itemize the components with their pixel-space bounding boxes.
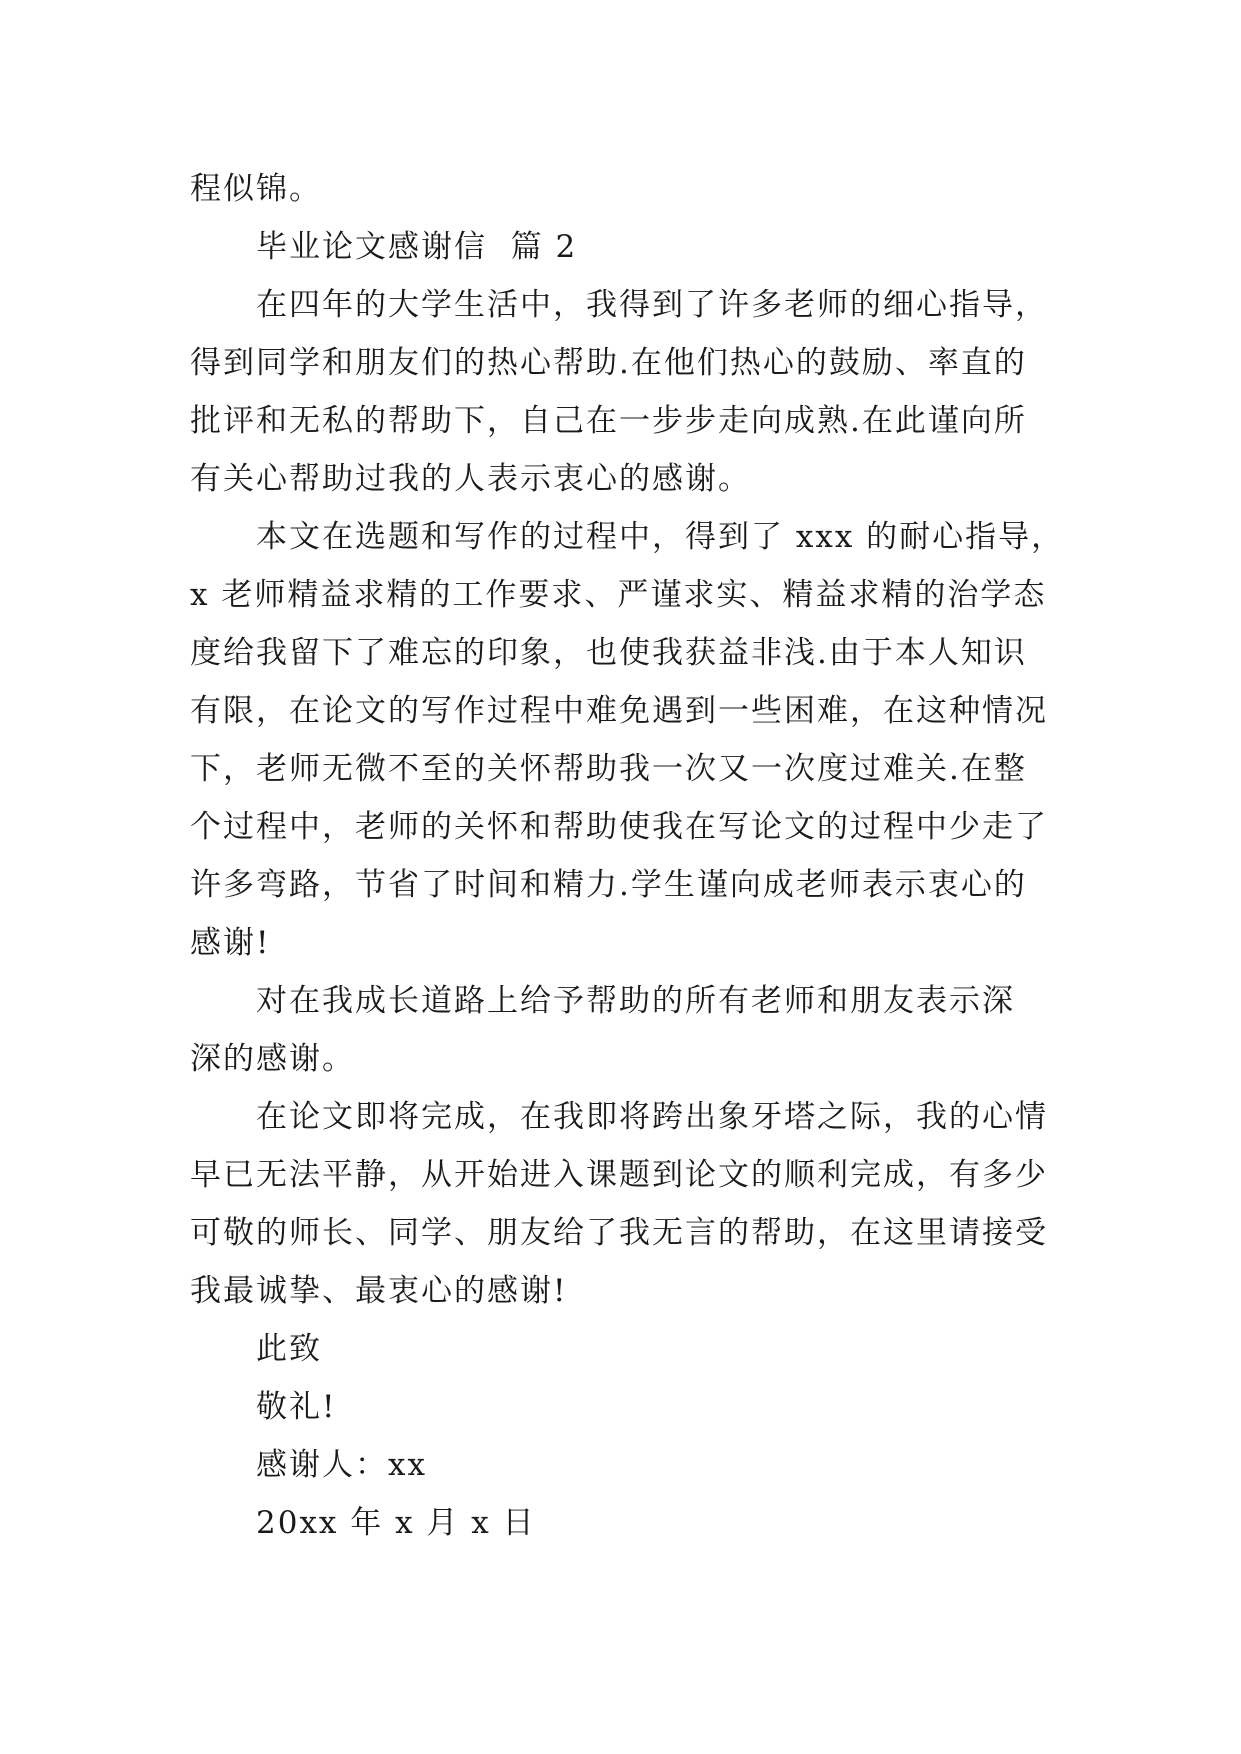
document-page bbox=[190, 160, 1065, 1552]
paragraph-3 bbox=[190, 972, 1060, 1088]
paragraph-2 bbox=[190, 508, 1065, 972]
paragraph-line: 有限，在论文的写作过程中难免遇到一些困难，在这种情况 bbox=[190, 693, 1048, 729]
paragraph-line: 对在我成长道路上给予帮助的所有老师和朋友表示深 bbox=[256, 983, 1015, 1019]
paragraph-1 bbox=[190, 276, 1060, 508]
paragraph-line: x 老师精益求精的工作要求、严谨求实、精益求精的治学态 bbox=[190, 577, 1047, 613]
date-line: 20xx 年 x 月 x 日 bbox=[256, 1505, 536, 1541]
paragraph-line: 有关心帮助过我的人表示衷心的感谢。 bbox=[190, 461, 751, 497]
closing-regards: 敬礼! bbox=[256, 1389, 337, 1425]
paragraph-line: 可敬的师长、同学、朋友给了我无言的帮助，在这里请接受 bbox=[190, 1215, 1048, 1251]
continuation-line: 程似锦。 bbox=[190, 171, 322, 207]
signer-line: 感谢人：xx bbox=[256, 1447, 427, 1483]
paragraph-line: 批评和无私的帮助下，自己在一步步走向成熟.在此谨向所 bbox=[190, 403, 1027, 439]
paragraph-line: 在四年的大学生活中，我得到了许多老师的细心指导， bbox=[256, 287, 1048, 323]
paragraph-line: 本文在选题和写作的过程中，得到了 xxx 的耐心指导， bbox=[256, 519, 1065, 555]
paragraph-line: 许多弯路，节省了时间和精力.学生谨向成老师表示衷心的 bbox=[190, 867, 1027, 903]
paragraph-line: 下，老师无微不至的关怀帮助我一次又一次度过难关.在整 bbox=[190, 751, 1027, 787]
paragraph-line: 个过程中，老师的关怀和帮助使我在写论文的过程中少走了 bbox=[190, 809, 1048, 845]
paragraph-line: 度给我留下了难忘的印象，也使我获益非浅.由于本人知识 bbox=[190, 635, 1027, 671]
section-heading: 毕业论文感谢信 篇 2 bbox=[256, 229, 578, 265]
paragraph-line: 早已无法平静，从开始进入课题到论文的顺利完成，有多少 bbox=[190, 1157, 1048, 1193]
paragraph-line: 深的感谢。 bbox=[190, 1041, 355, 1077]
paragraph-line: 在论文即将完成，在我即将跨出象牙塔之际，我的心情 bbox=[256, 1099, 1048, 1135]
closing-salutation: 此致 bbox=[256, 1331, 322, 1367]
paragraph-4 bbox=[190, 1088, 1060, 1320]
paragraph-line: 我最诚挚、最衷心的感谢! bbox=[190, 1273, 568, 1309]
paragraph-line: 得到同学和朋友们的热心帮助.在他们热心的鼓励、率直的 bbox=[190, 345, 1027, 381]
paragraph-line: 感谢! bbox=[190, 925, 271, 961]
